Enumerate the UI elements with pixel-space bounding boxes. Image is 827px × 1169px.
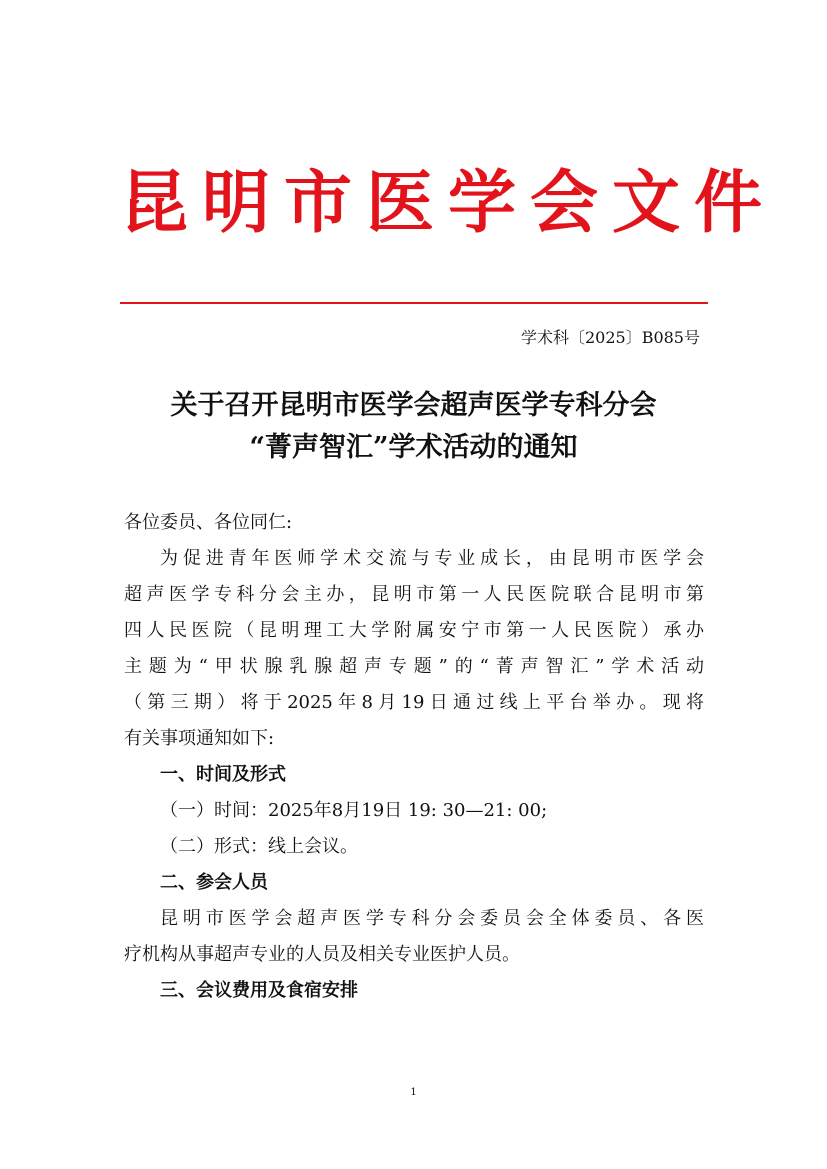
section-1-time: （一）时间：2025年8月19日 19: 30—21: 00; <box>160 800 548 821</box>
section-2-line-2: 疗机构从事超声专业的人员及相关专业医护人员。 <box>124 944 520 965</box>
section-2-line-1: 昆明市医学会超声医学专科分会委员会全体委员、各医 <box>160 908 704 929</box>
intro-line-2: 超声医学专科分会主办，昆明市第一人民医院联合昆明市第 <box>124 584 704 605</box>
intro-line-5: （第三期）将于2025年8月19日通过线上平台举办。现将 <box>124 692 704 713</box>
notice-title <box>100 385 727 469</box>
section-3-heading: 三、会议费用及食宿安排 <box>160 980 358 1001</box>
salutation: 各位委员、各位同仁: <box>124 512 293 533</box>
intro-line-1: 为促进青年医师学术交流与专业成长，由昆明市医学会 <box>160 548 704 569</box>
section-1-format: （二）形式：线上会议。 <box>160 836 358 857</box>
document-number: 学术科〔2025〕B085号 <box>520 328 700 347</box>
notice-body <box>124 505 704 1009</box>
section-2-heading: 二、参会人员 <box>160 872 268 893</box>
red-divider-line <box>120 302 708 304</box>
section-1-heading: 一、时间及形式 <box>160 764 286 785</box>
notice-title-line-1: 关于召开昆明市医学会超声医学专科分会 <box>170 390 657 421</box>
intro-line-6: 有关事项通知如下: <box>124 728 275 749</box>
intro-line-3: 四人民医院（昆明理工大学附属安宁市第一人民医院）承办 <box>124 620 704 641</box>
notice-title-line-2: “菁声智汇”学术活动的通知 <box>249 432 578 463</box>
intro-line-4: 主题为“甲状腺乳腺超声专题”的“菁声智汇”学术活动 <box>124 656 704 677</box>
masthead-title: 昆明市医学会文件 <box>120 164 777 243</box>
page-number: 1 <box>410 1087 417 1098</box>
